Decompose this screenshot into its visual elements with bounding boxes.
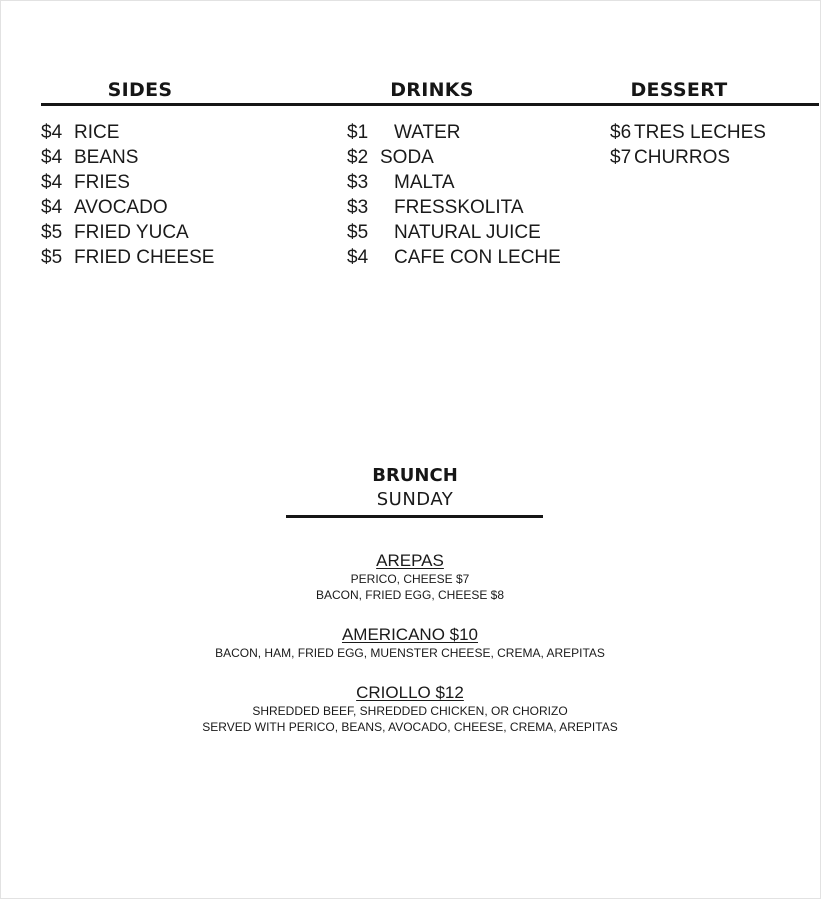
- item-name: CHURROS: [634, 147, 731, 168]
- brunch-item-arepas: [100, 551, 720, 603]
- menu-item: [347, 170, 561, 195]
- item-name: FRESSKOLITA: [394, 197, 524, 218]
- menu-item: [347, 220, 561, 245]
- item-price: $4: [347, 247, 369, 268]
- sides-list: [41, 120, 214, 270]
- item-price: $3: [347, 172, 369, 193]
- menu-item: [347, 120, 561, 145]
- item-name: AVOCADO: [74, 197, 168, 218]
- item-name: SODA: [380, 147, 434, 168]
- menu-item: [41, 145, 214, 170]
- item-price: $5: [41, 247, 63, 268]
- item-price: $4: [41, 147, 63, 168]
- item-name: FRIES: [74, 172, 130, 193]
- brunch-item-name: AMERICANO $10: [341, 625, 479, 644]
- menu-item: [41, 170, 214, 195]
- brunch-item-description: PERICO, CHEESE $7: [350, 572, 470, 586]
- item-price: $6: [610, 122, 632, 143]
- item-name: FRIED CHEESE: [74, 247, 215, 268]
- item-name: RICE: [74, 122, 120, 143]
- item-price: $5: [41, 222, 63, 243]
- menu-item: [41, 220, 214, 245]
- item-price: $4: [41, 172, 63, 193]
- drinks-list: [347, 120, 561, 270]
- brunch-heading: BRUNCH: [372, 465, 458, 486]
- brunch-item-description: SHREDDED BEEF, SHREDDED CHICKEN, OR CHORIZO: [252, 704, 568, 718]
- item-name: WATER: [394, 122, 461, 143]
- item-price: $4: [41, 197, 63, 218]
- item-price: $4: [41, 122, 63, 143]
- item-price: $2: [347, 147, 369, 168]
- dessert-heading: DESSERT: [630, 79, 728, 101]
- menu-item: [41, 195, 214, 220]
- menu-item: [347, 195, 561, 220]
- menu-item: [610, 120, 766, 145]
- drinks-heading: DRINKS: [390, 79, 474, 101]
- brunch-item-americano: [100, 625, 720, 661]
- brunch-item-description: BACON, FRIED EGG, CHEESE $8: [315, 588, 505, 602]
- brunch-item-name: CRIOLLO $12: [356, 683, 464, 702]
- item-name: TRES LECHES: [634, 122, 766, 143]
- item-price: $5: [347, 222, 369, 243]
- item-name: NATURAL JUICE: [394, 222, 541, 243]
- item-name: CAFE CON LECHE: [394, 247, 561, 268]
- item-name: BEANS: [74, 147, 139, 168]
- menu-item: [610, 145, 766, 170]
- menu-item: [41, 245, 214, 270]
- item-name: FRIED YUCA: [74, 222, 189, 243]
- item-name: MALTA: [394, 172, 455, 193]
- brunch-item-description: BACON, HAM, FRIED EGG, MUENSTER CHEESE, CREMA, AREPITAS: [215, 646, 605, 660]
- brunch-divider: [286, 515, 543, 518]
- menu-item: [41, 120, 214, 145]
- brunch-item-criollo: [100, 683, 720, 735]
- menu-item: [347, 145, 561, 170]
- sides-heading: SIDES: [107, 79, 173, 101]
- menu-item: [347, 245, 561, 270]
- item-price: $1: [347, 122, 369, 143]
- item-price: $7: [610, 147, 632, 168]
- brunch-item-name: AREPAS: [376, 551, 444, 570]
- sections-divider: [41, 103, 819, 106]
- brunch-subheading: SUNDAY: [376, 489, 454, 510]
- brunch-item-description: SERVED WITH PERICO, BEANS, AVOCADO, CHEESE, CREMA, AREPITAS: [202, 720, 618, 734]
- dessert-list: [610, 120, 766, 170]
- item-price: $3: [347, 197, 369, 218]
